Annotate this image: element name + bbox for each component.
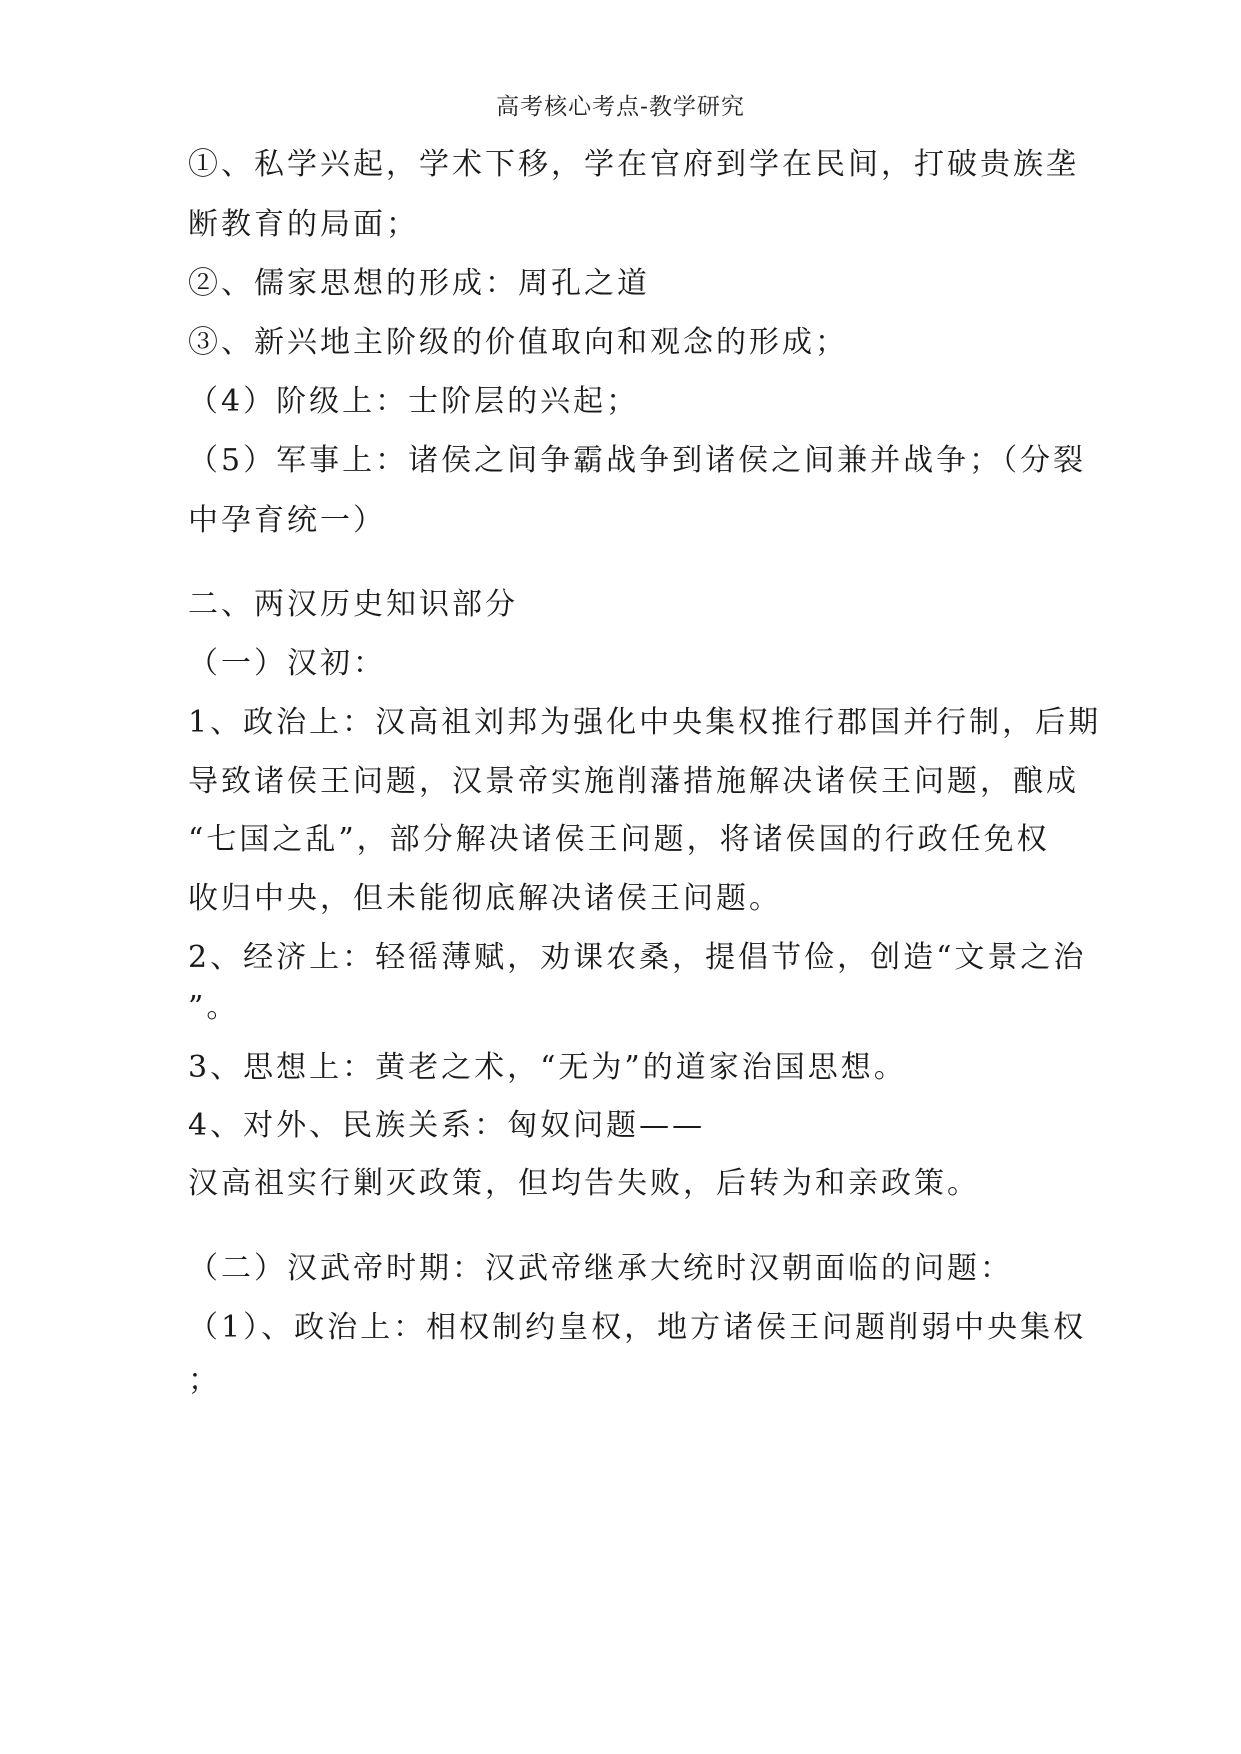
text-line: ①、私学兴起，学术下移，学在官府到学在民间，打破贵族垄 — [188, 147, 1079, 182]
subsection-heading: （二）汉武帝时期：汉武帝继承大统时汉朝面临的问题： — [188, 1251, 1013, 1286]
text-line: ； — [188, 1363, 221, 1398]
text-line: ③、新兴地主阶级的价值取向和观念的形成； — [188, 325, 848, 360]
text-line: 1、政治上：汉高祖刘邦为强化中央集权推行郡国并行制，后期 — [188, 705, 1102, 740]
text-line: （4）阶级上：士阶层的兴起； — [188, 384, 640, 419]
text-line: 3、思想上：黄老之术，“无为”的道家治国思想。 — [188, 1050, 907, 1085]
text-line: 2、经济上：轻徭薄赋，劝课农桑，提倡节俭，创造“文景之治 — [188, 940, 1087, 975]
subsection-heading: （一）汉初： — [188, 646, 386, 681]
text-line: 断教育的局面； — [188, 207, 419, 242]
text-line: “七国之乱”，部分解决诸侯王问题，将诸侯国的行政任免权 — [188, 822, 1050, 857]
text-line: 导致诸侯王问题，汉景帝实施削藩措施解决诸侯王问题，酿成 — [188, 764, 1079, 799]
text-line: ”。 — [188, 990, 240, 1025]
section-heading: 二、两汉历史知识部分 — [188, 587, 518, 622]
text-line: 汉高祖实行剿灭政策，但均告失败，后转为和亲政策。 — [188, 1166, 980, 1201]
text-line: （1）、政治上：相权制约皇权，地方诸侯王问题削弱中央集权 — [188, 1310, 1087, 1345]
text-line: 中孕育统一） — [188, 503, 386, 538]
text-line: 收归中央，但未能彻底解决诸侯王问题。 — [188, 881, 782, 916]
page-header-title: 高考核心考点-教学研究 — [496, 94, 745, 120]
text-line: ②、儒家思想的形成：周孔之道 — [188, 266, 650, 301]
text-line: （5）军事上：诸侯之间争霸战争到诸侯之间兼并战争；（分裂 — [188, 443, 1087, 478]
text-line: 4、对外、民族关系：匈奴问题—— — [188, 1108, 706, 1143]
